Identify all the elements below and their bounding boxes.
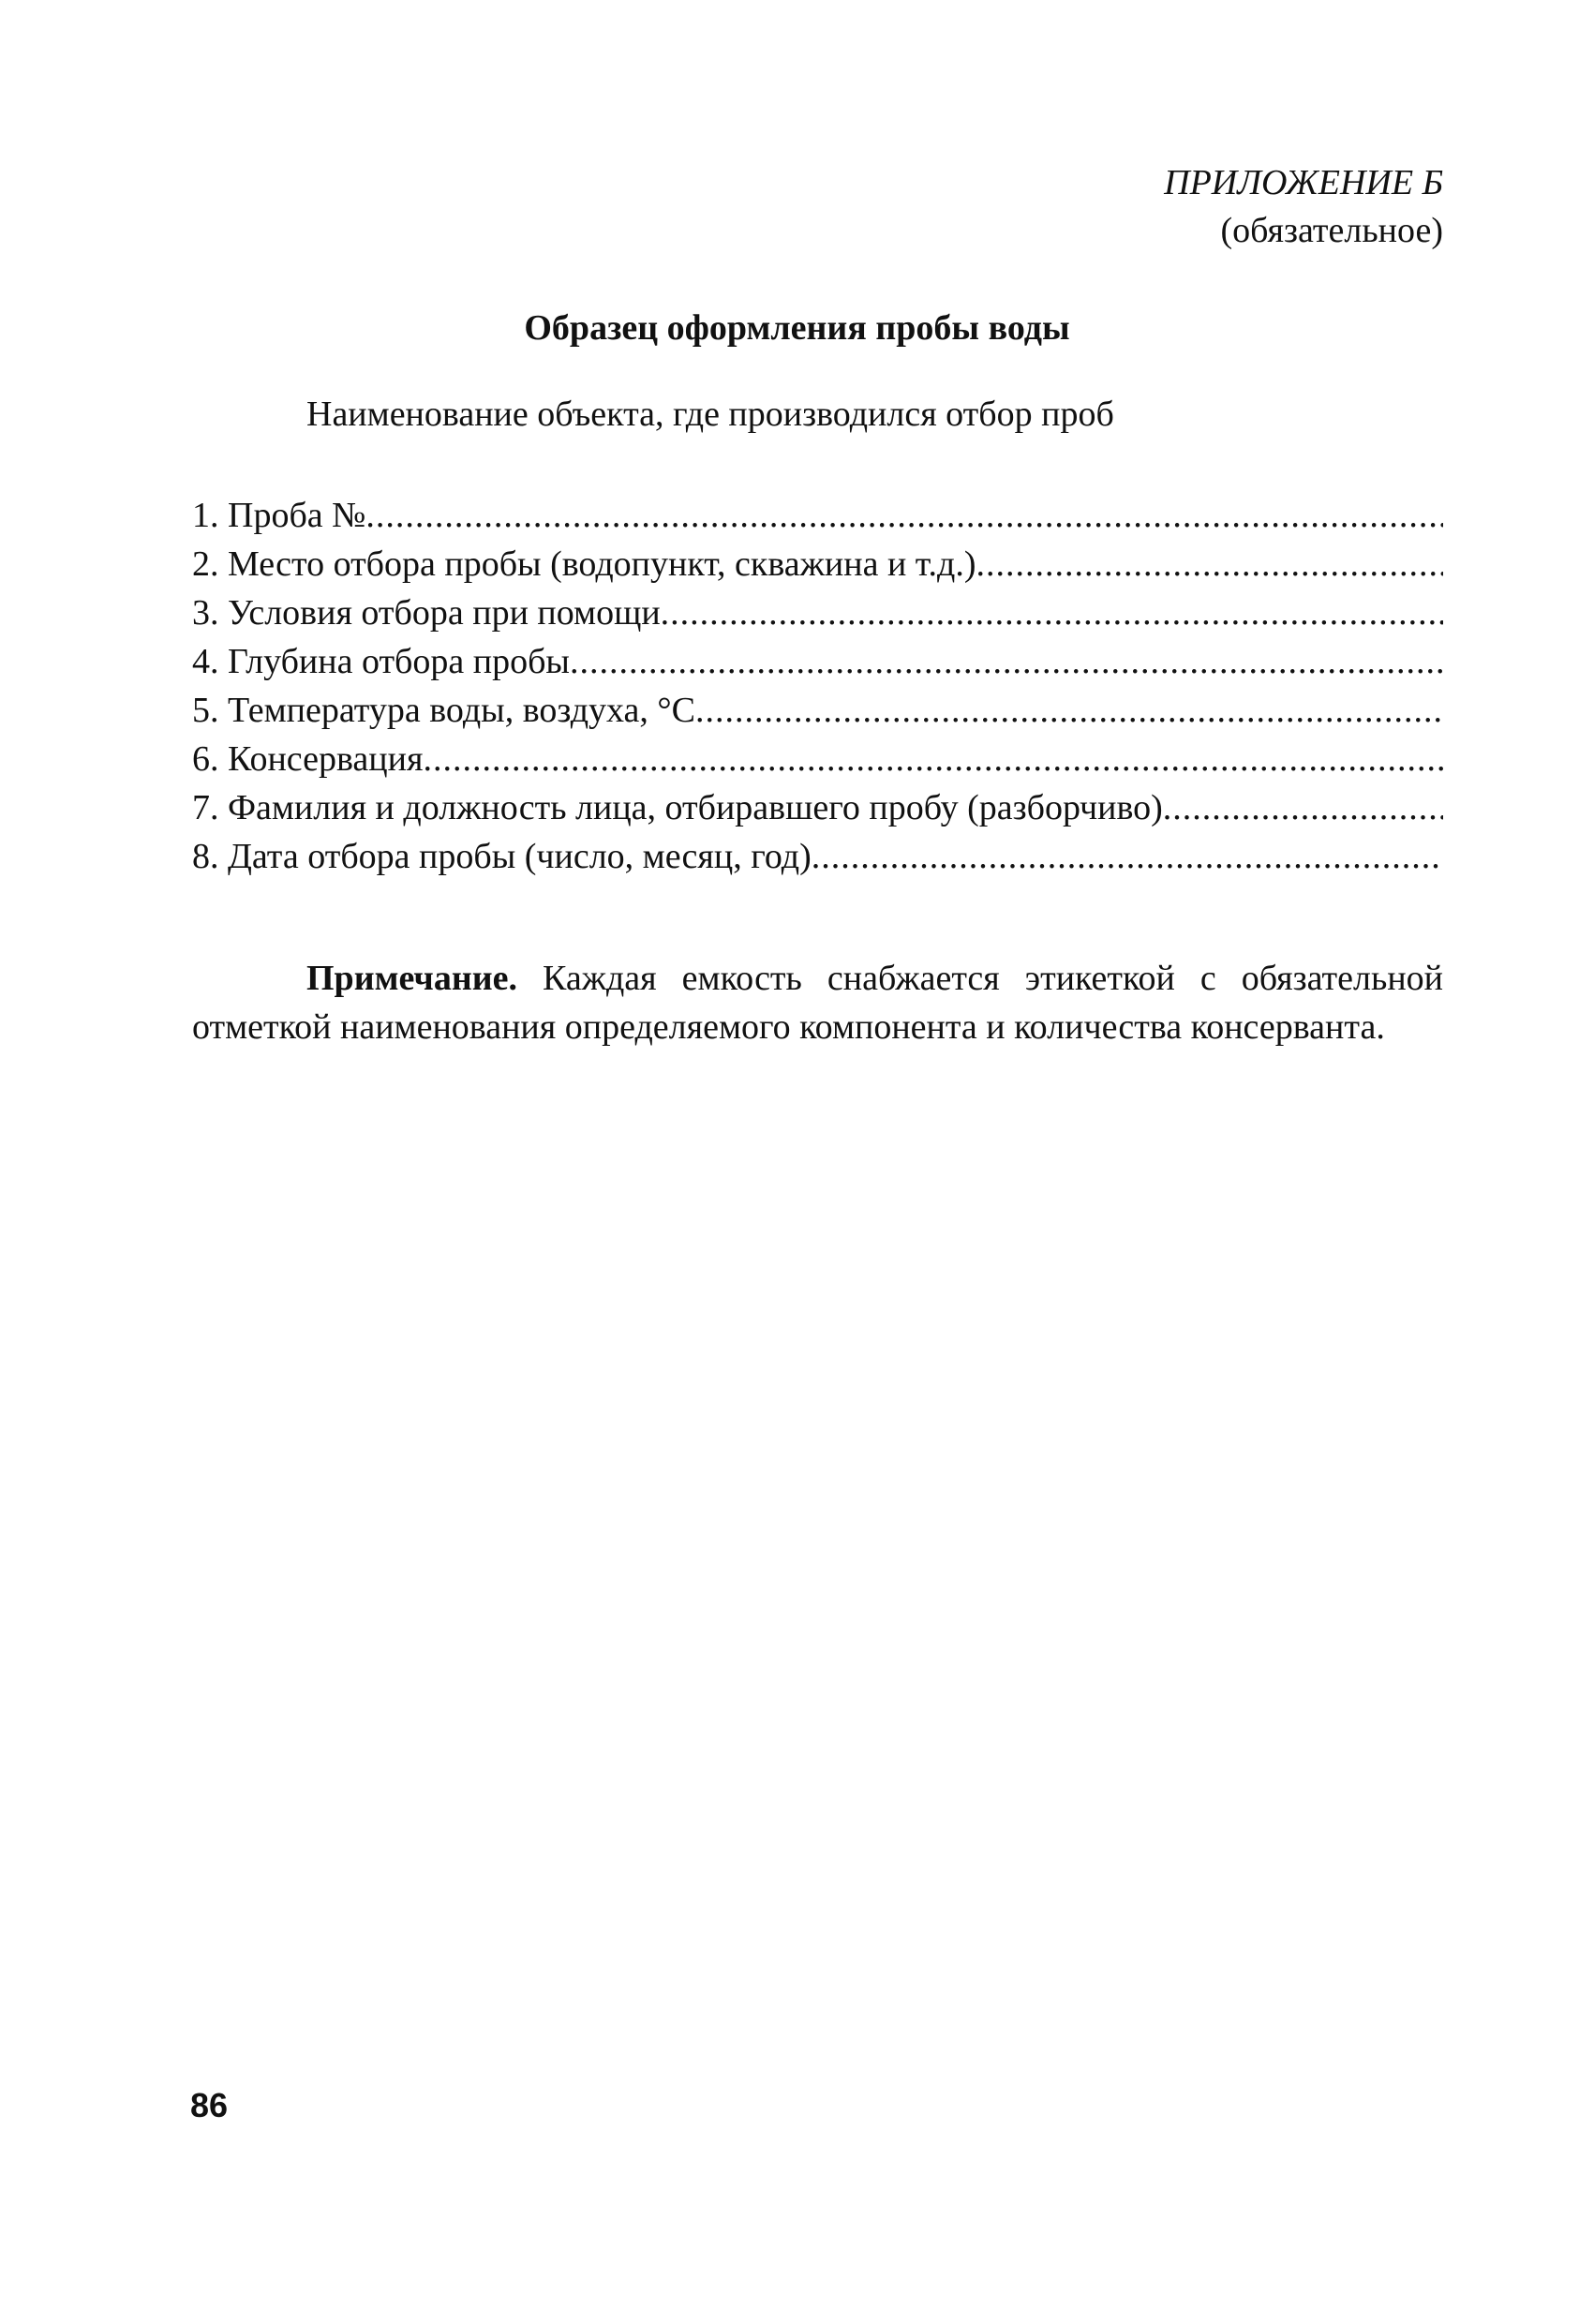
field-sampler-name — [192, 787, 1443, 836]
fill-in-dots — [423, 738, 1443, 780]
fill-in-dots — [695, 690, 1443, 731]
field-label: 6. Консервация — [192, 739, 424, 779]
field-sampling-date — [192, 836, 1443, 885]
fill-in-dots — [1163, 787, 1443, 828]
document-title: Образец оформления пробы воды — [524, 308, 1070, 348]
fill-in-dots — [570, 641, 1443, 682]
page-number: 86 — [190, 2086, 229, 2124]
field-label: 5. Температура воды, воздуха, °С — [192, 691, 695, 730]
field-label: 3. Условия отбора при помощи — [192, 593, 661, 633]
document-subtitle: Наименование объекта, где производился отбор проб — [306, 395, 1114, 434]
note-paragraph — [192, 954, 1443, 1051]
field-temperature — [192, 690, 1443, 738]
field-label: 7. Фамилия и должность лица, отбиравшего пробу (разборчиво) — [192, 788, 1163, 827]
field-sampling-depth — [192, 641, 1443, 690]
fill-in-dots — [661, 592, 1443, 633]
field-label: 8. Дата отбора пробы (число, месяц, год) — [192, 837, 812, 876]
fill-in-dots — [365, 495, 1443, 536]
note-text: Каждая емкость снабжается этикеткой с обязательной отметкой наименования определяемого компонента и количества консерванта. — [192, 959, 1443, 1047]
field-label: 2. Место отбора пробы (водопункт, скважина и т.д.) — [192, 544, 976, 584]
fill-in-dots — [812, 836, 1443, 877]
field-label: 4. Глубина отбора пробы — [192, 642, 570, 681]
fill-in-dots — [976, 544, 1443, 585]
field-label: 1. Проба № — [192, 496, 366, 535]
appendix-status: (обязательное) — [1220, 211, 1443, 250]
sample-fields-list — [192, 495, 1443, 885]
appendix-title: ПРИЛОЖЕНИЕ Б — [1164, 163, 1443, 202]
field-preservation — [192, 738, 1443, 787]
field-sampling-place — [192, 544, 1443, 592]
note-label: Примечание. — [306, 959, 517, 998]
field-sampling-conditions — [192, 592, 1443, 641]
field-sample-number — [192, 495, 1443, 544]
